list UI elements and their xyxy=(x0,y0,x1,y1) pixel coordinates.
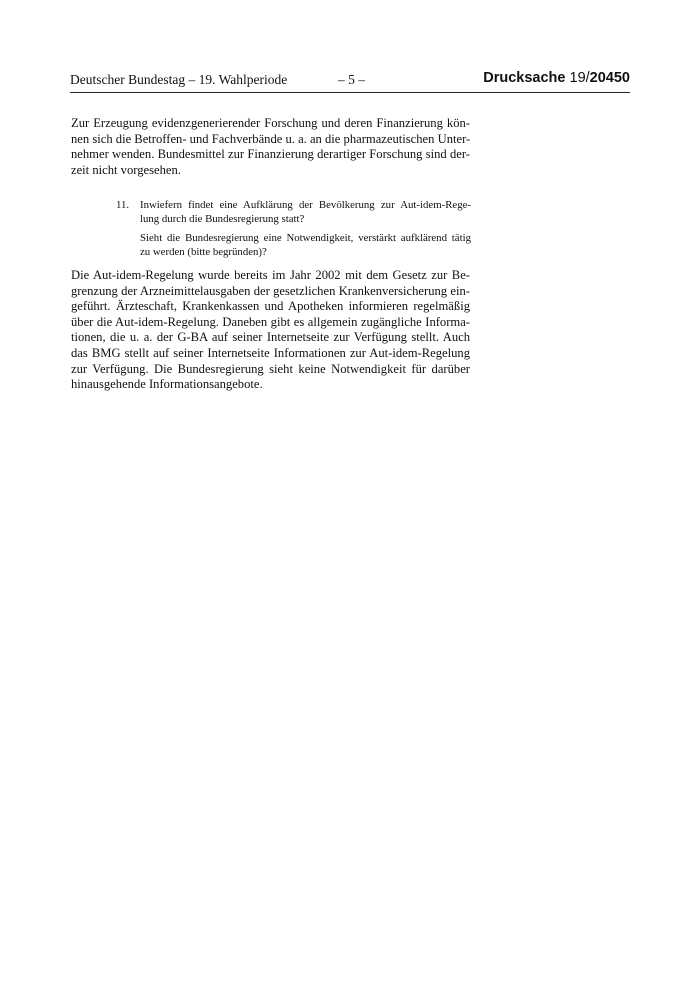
header-doc-series: 19/ xyxy=(569,70,590,86)
answer-paragraph-2 xyxy=(71,268,470,393)
text-line: nen sich die Betroffen- und Fachverbände u. a. an die pharmazeutischen Unter- xyxy=(71,131,471,146)
header-doc-label: Drucksache xyxy=(483,70,570,86)
answer-paragraph-1 xyxy=(71,116,470,178)
header-doc-id: 20450 xyxy=(589,70,630,86)
question-number: 11. xyxy=(116,199,130,211)
header-document-number xyxy=(483,70,630,86)
text-line: hinausgehende Informationsangebote. xyxy=(71,377,263,392)
text-line: geführt. Ärzteschaft, Krankenkassen und Apotheken informieren regelmäßig xyxy=(71,299,470,314)
header-rule xyxy=(70,92,630,93)
header-parliament-period: Deutscher Bundestag – 19. Wahlperiode xyxy=(70,72,288,87)
question-body xyxy=(140,199,471,259)
question-line: lung durch die Bundesregierung statt? xyxy=(140,212,305,225)
text-line: grenzung der Arzneimittelausgaben der gesetzlichen Krankenversicherung ein- xyxy=(71,283,470,298)
text-line: Zur Erzeugung evidenzgenerierender Forschung und deren Finanzierung kön- xyxy=(71,116,470,130)
header-page-number: – 5 – xyxy=(338,72,365,87)
text-line: über die Aut-idem-Regelung. Daneben gibt es allgemein zugängliche Informa- xyxy=(71,314,470,329)
question-line: zu werden (bitte begründen)? xyxy=(140,245,267,258)
text-line: tionen, die u. a. der G-BA auf seiner Internetseite zur Verfügung stellt. Auch xyxy=(71,330,470,345)
question-line: Inwiefern findet eine Aufklärung der Bevölkerung zur Aut-idem-Rege- xyxy=(140,199,471,211)
page-header xyxy=(70,72,630,90)
text-line: das BMG stellt auf seiner Internetseite Informationen zur Aut-idem-Regelung xyxy=(71,345,470,360)
text-line: zur Verfügung. Die Bundesregierung sieht keine Notwendigkeit für darüber xyxy=(71,361,470,376)
text-line: zeit nicht vorgesehen. xyxy=(71,162,181,177)
text-line: nehmer wenden. Bundesmittel zur Finanzierung derartiger Forschung sind der- xyxy=(71,147,470,162)
question-line: Sieht die Bundesregierung eine Notwendigkeit, verstärkt aufklärend tätig xyxy=(140,232,471,244)
text-line: Die Aut-idem-Regelung wurde bereits im Jahr 2002 mit dem Gesetz zur Be- xyxy=(71,268,470,282)
